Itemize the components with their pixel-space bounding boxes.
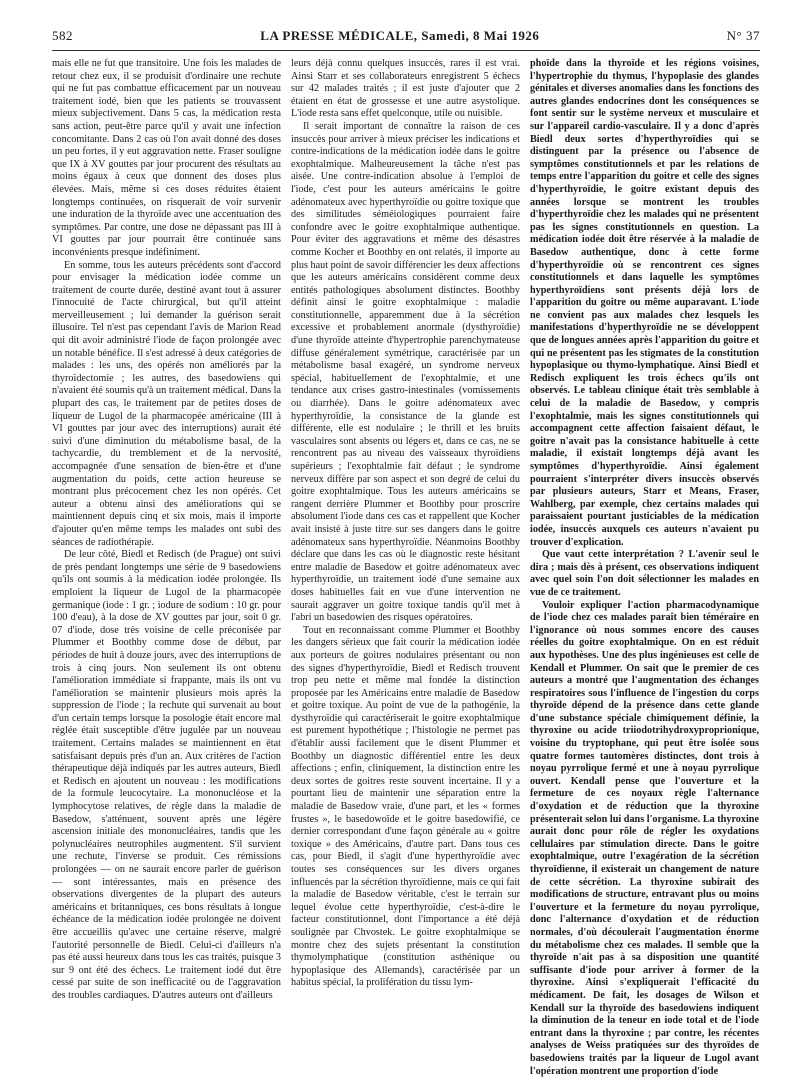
journal-title-date: LA PRESSE MÉDICALE, Samedi, 8 Mai 1926 [260, 28, 540, 43]
paragraph: leurs déjà connu quelques insuccès, rares il est vrai. Ainsi Starr et ses collaborateurs enregistrent 5 échecs sur 42 malades traités ; il est juste d'ajouter que 2 étaient en état de grossesse et une autre asystolique. L'iode resta sans effet quelconque, utile ou nuisible. [291, 58, 520, 120]
column-left [52, 58, 281, 1064]
column-middle [291, 58, 520, 1064]
paragraph: En somme, tous les auteurs précédents sont d'accord pour envisager la médication iodée comme un traitement de courte durée, destiné avant tout à assurer l'innocuité de l'acte chirurgical, but qu'il atteint merveilleusement ; lui demander la guérison serait illusoire. Tel n'est pas cependant l'avis de Marion Read qui dit avoir administré l'iode de façon prolongée avec un notable bénéfice. Il s'est adressé à deux catégories de malades : les uns, des opérés non améliorés par la thyroïdectomie ; les autres, des basedowiens qui n'avaient été soumis qu'à un traitement médical. Dans la plupart des cas, le traitement par de petites doses de liqueur de Lugol de la pharmacopée américaine (III à VI gouttes par jour avec des interruptions) aurait été suivi d'une diminution du métabolisme basal, de la tachycardie, du tremblement et de la nervosité, accompagnée d'une sensation de bien-être et d'une augmentation du poids, cette action heureuse se montrant plus précocement chez les non opérés. Cet auteur a obtenu ainsi des améliorations qui se maintiennent depuis cinq et six mois, mais il importe d'ajouter qu'en même temps les malades ont subi des séances de radiothérapie. [52, 259, 281, 548]
paragraph: phoïde dans la thyroïde et les régions voisines, l'hypertrophie du thymus, l'hypoplasie des glandes génitales et diverses anomalies dans les fonctions des autres glandes endocrines dont les conséquences se font sentir sur le système nerveux et musculaire et sur l'appareil cardio-vasculaire. Il y a donc d'après Biedl deux sortes d'hyperthyroïdies qui se distinguent par la présence ou l'absence de symptômes constitutionnels et par les relations de temps entre l'apparition du goitre et celle des signes d'hyperthyroïdie, le goitre existant depuis des années lorsque se montrent les troubles d'hyperthyroïdie chez les malades qui ne présentent pas les signes constitutionnels en question. La médication iodée doit être réservée à la maladie de Basedow authentique, donc à cette forme d'hyperthyroïdie où se rencontrent ces signes constitutionnels et dans laquelle les symptômes hyperthyroïdiens sont présents déjà lors de l'apparition du goitre ou même auparavant. L'iode ne convient pas aux malades chez lesquels les manifestations d'hyperthyroïdie ne se développent que de longues années après l'apparition du goitre et qui ne présentent pas les stigmates de la constitution hypoplasique ou thymo-lymphatique. Ainsi Biedl et Redisch expliquent les trois échecs qu'ils ont observés. Le tableau clinique était très semblable à celui de la maladie de Basedow, y compris l'exophtalmie, mais les signes constitutionnels qui accompagnent cette affection faisaient défaut, le goitre n'avait pas la consistance habituelle à cette maladie, il existait longtemps déjà avant les symptômes d'hyperthyroïdie. Ainsi également pourraient s'interpréter divers insuccès observés par plusieurs auteurs, Starr et Means, Fraser, Wahlberg, par exemple, chez certains malades qui paraissaient pourtant justiciables de la médication iodée, insuccès auxquels ces auteurs n'avaient pu trouver d'explication. [530, 58, 759, 548]
page-number: 582 [52, 28, 73, 43]
paragraph: Vouloir expliquer l'action pharmacodynamique de l'iode chez ces malades paraît bien téméraire en l'ignorance où nous sommes encore des causes réelles du goitre exophtalmique. On en est réduit aux hypothèses. Une des plus ingénieuses est celle de Kendall et Plummer. On sait que le premier de ces auteurs a montré que l'augmentation des échanges respiratoires sous l'influence de l'ingestion du corps thyroïde dépend de la présence dans cette glande d'une substance spéciale chimiquement définie, la thyroxine ou acide triiodotrihydroxyproprionique, voisine du tryptophane, qui peut être isolée sous quatre formes tautomères distinctes, dont trois à noyau pyrrolique fermé et une à noyau pyrrolique ouvert. Kendall pense que l'ouverture et la fermeture de ces noyaux règle l'alternance d'oxydation et de réduction que la thyroxine présenterait selon lui dans l'organisme. La thyroxine aurait donc pour rôle de régler les oxydations cellulaires par stimulation directe. Dans le goitre exophtalmique, outre l'exagération de la sécrétion thyroïdienne, il existerait un changement de nature de cette sécrétion. La thyroxine subirait des modifications de structure, entravant plus ou moins l'ouverture et la fermeture du noyau pyrrolique, donc l'alternance d'oxydation et de réduction normales, d'où découlerait l'augmentation énorme du métabolisme chez ces malades. Il semble que la thyroïde n'ait pas à sa disposition une quantité suffisante d'iode pour arriver à former de la thyroxine. Ainsi s'expliquerait l'efficacité du médicament. De fait, les dosages de Wilson et Kendall sur la thyroïde des basedowiens indiquent la diminution de la teneur en iode total et de l'iode entrant dans la thyroxine ; par contre, les récentes analyses de Weiss pratiquées sur des thyroïdes de basedowiens traités par la liqueur de Lugol avant l'opération montrent une proportion d'iode [530, 599, 759, 1077]
paragraph: Que vaut cette interprétation ? L'avenir seul le dira ; mais dès à présent, ces observations indiquent avec quel soin l'on doit sélectionner les malades en vue de ce traitement. [530, 549, 759, 598]
paragraph: De leur côté, Biedl et Redisch (de Prague) ont suivi de près pendant longtemps une série de 9 basedowiens qu'ils ont soumis à la médication iodée prolongée. Ils emploient la liqueur de Lugol de la pharmacopée germanique (iode : 1 gr. ; iodure de sodium : 10 gr. pour 100 d'eau), à la dose de XV gouttes par jour, soit 0 gr. 07 d'iode, dose très voisine de celle préconisée par Plummer et Boothby comme dose de début, par périodes de huit à douze jours, avec des interruptions de trois à cinq jours. Non seulement ils ont obtenu l'amélioration immédiate si frappante, mais ils ont vu l'amélioration se maintenir plusieurs mois après la suppression de l'iode ; la rechute qui survenait au bout d'un certain temps lorsque la posologie était encore mal réglée était susceptible d'être jugulée par un nouveau traitement. Certains malades se maintiennent en état satisfaisant depuis près d'un an. Aux critères de l'action thérapeutique déjà indiqués par les autres auteurs, Biedl et Redisch en ajoutent un nouveau : les modifications de la formule leucocytaire. La mononucléose et la lymphocytose relatives, de règle dans la maladie de Basedow, s'atténuent, souvent après une légère ascension initiale des mononucléaires, tandis que les polynucléaires neutrophiles augmentent. S'il survient une rechute, l'inverse se produit. Ces rémissions prolongées — on ne saurait encore parler de guérison — sont intéressantes, mais en présence des observations divergentes de la plupart des auteurs américains et britanniques, ces bons résultats à longue échéance de la médication iodée prolongée ne doivent être accueillis qu'avec une certaine réserve, malgré l'autorité personnelle de Biedl. Celui-ci d'ailleurs n'a pas été aussi heureux dans tous les cas traités, puisque 3 sur 9 ont été des échecs. Le traitement iodé dut être cessé par suite de son inefficacité ou de l'aggravation des troubles cardiaques. D'autres auteurs ont d'ailleurs [52, 549, 281, 1001]
paragraph: Il serait important de connaître la raison de ces insuccès pour arriver à mieux préciser les indications et contre-indications de la médication iodée dans le goitre exophtalmique. Malheureusement la tâche n'est pas aisée. Une contre-indication absolue à l'emploi de l'iode, c'est pour les auteurs américains le goitre adénomateux avec hyperthyroïdie ou goitre toxique que des similitudes séméiologiques pourraient faire confondre avec le goitre exophtalmique authentique. Pour éviter des aggravations et même des désastres comme Kocher et Boothby en ont relatés, il importe au plus haut point de savoir différencier les deux affections que les auteurs américains considèrent comme deux entités pathologiques absolument distinctes. Boothby définit ainsi le goitre exophtalmique : maladie constitutionnelle, apparemment due à la sécrétion excessive et probablement anormale (dysthyroïdie) d'une thyroïde atteinte d'hypertrophie parenchymateuse diffuse généralement symétrique, caractérisée par un métabolisme basal exagéré, un syndrome nerveux spécial, habituellement de l'exophtalmie, et une tendance aux crises gastro-intestinales (vomissements ou diarrhée). Dans le goitre adénomateux avec hyperthyroïdie, la consistance de la glande est différente, elle est nodulaire ; le thrill et les bruits vasculaires sont absents ou légers et, dans ce cas, ne se rencontrent pas au niveau des vaisseaux thyroïdiens supérieurs ; l'exophtalmie fait défaut ; le syndrome nerveux diffère par son aspect et son degré de celui du goitre exophtalmique. Tous les auteurs américains se rangent derrière Plummer et Boothby pour proscrire absolument l'iode dans ces cas et rappellent que Kocher avait insisté à juste titre sur ses dangers dans le goitre adénomateux sans hyperthyroïdie. Néanmoins Boothby déclare que dans les cas où le diagnostic reste hésitant entre maladie de Basedow et goitre adénomateux avec hyperthyroïdie, un traitement iodé d'une semaine aux doses habituelles fait en vue d'une intervention ne saurait aggraver un goitre toxique tandis qu'il met à l'abri un basedowien des risques opératoires. [291, 120, 520, 624]
header-rule [52, 50, 760, 51]
article-columns [52, 58, 760, 1077]
paragraph: Tout en reconnaissant comme Plummer et Boothby les dangers sérieux que fait courir la médication iodée aux porteurs de goitres nodulaires présentant ou non des signes d'hyperthyroïdie, Biedl et Redisch trouvent trop peu nette et même mal fondée la distinction proposée par les Américains entre maladie de Basedow et goitre toxique. Au point de vue de la pathogénie, la dysthyroïdie qui caractériserait le goitre exophtalmique est purement hypothétique ; l'histologie ne permet pas d'établir aussi facilement que le disent Plummer et Boothby un diagnostic différentiel entre les deux affections ; enfin, cliniquement, la distinction entre les deux sortes de goitres reste souvent incertaine. Il y a pourtant lieu de maintenir une séparation entre la maladie de Basedow vraie, d'une part, et les « formes frustes », le basedowoïde et le goitre basedowifié, ce dernier correspondant d'une façon générale au « goitre toxique » des Américains, d'autre part. Dans tous ces cas, pour Biedl, il s'agit d'une hyperthyroïdie avec toutes ses conséquences sur les divers organes influencés par la sécrétion thyroïdienne, mais ce qui fait la maladie de Basedow véritable, c'est le terrain sur lequel évolue cette hyperthyroïdie, c'est-à-dire le facteur constitutionnel, dont l'importance a été déjà soulignée par Chvostek. Le goitre exophtalmique se montre chez des sujets présentant la constitution thymolymphatique (constitution asthénique ou hypoplasique des Allemands), caractérisée par un habitus spécial, la prolifération du tissu lym- [291, 624, 520, 989]
column-right [530, 58, 759, 1077]
paragraph: mais elle ne fut que transitoire. Une fois les malades de retour chez eux, il se produisit d'ordinaire une rechute qui ne fut pas combattue efficacement par un nouveau traitement iodé, bien que les patients se trouvassent mieux subjectivement. Dans 5 cas, la médication resta sans action, peut-être parce qu'il y avait une infection concomitante. Dans 2 cas où l'on avait donné des doses un peu fortes, il y eut aggravation nette. Fraser souligne que IX à XV gouttes par jour procurent des résultats au moins égaux à ceux que donnent des doses plus élevées. Mais, même si ces doses réduites étaient longtemps continuées, on risquerait de voir survenir une induration de la thyroïde avec une accentuation des symptômes. Par contre, une dose ne dépassant pas III à VI gouttes par jour pourrait être continuée sans inconvénients presque indéfiniment. [52, 58, 281, 258]
page-header [52, 28, 760, 52]
issue-number: N° 37 [726, 28, 760, 43]
